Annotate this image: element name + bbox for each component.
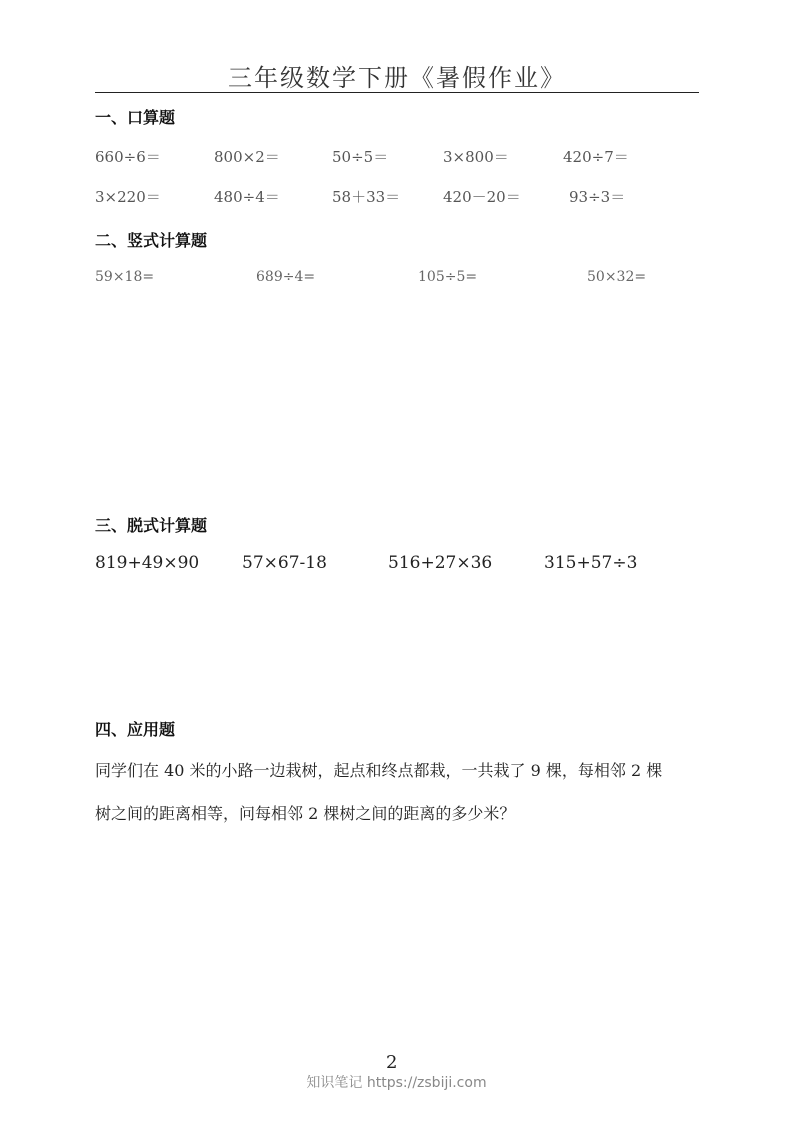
- oral-problem: 3×800＝: [443, 148, 509, 166]
- oral-problem: 93÷3＝: [569, 188, 626, 206]
- oral-problem: 660÷6＝: [95, 148, 161, 166]
- page-number: 2: [386, 1052, 398, 1073]
- oral-problem: 50÷5＝: [332, 148, 389, 166]
- section-title-oral: 一、口算题: [95, 108, 176, 127]
- oral-problem: 420－20＝: [443, 188, 521, 206]
- section-title-vertical: 二、竖式计算题: [95, 231, 208, 250]
- oral-problem: 480÷4＝: [214, 188, 280, 206]
- vertical-problem: 50×32=: [587, 269, 647, 285]
- section-title-mixed: 三、脱式计算题: [95, 516, 208, 535]
- mixed-problem: 315+57÷3: [544, 553, 638, 573]
- word-problem-line: 树之间的距离相等，问每相邻 2 棵树之间的距离的多少米？: [95, 804, 516, 823]
- vertical-problem: 59×18=: [95, 269, 155, 285]
- header-divider: [95, 92, 699, 93]
- footer-watermark: 知识笔记 https://zsbiji.com: [306, 1075, 487, 1091]
- vertical-problem: 689÷4=: [256, 269, 316, 285]
- section-title-application: 四、应用题: [95, 720, 176, 739]
- vertical-problem: 105÷5=: [418, 269, 478, 285]
- oral-problem: 800×2＝: [214, 148, 280, 166]
- oral-problem: 58＋33＝: [332, 188, 401, 206]
- mixed-problem: 819+49×90: [95, 553, 200, 573]
- oral-problem: 3×220＝: [95, 188, 161, 206]
- word-problem-line: 同学们在 40 米的小路一边栽树，起点和终点都栽，一共栽了 9 棵，每相邻 2 棵: [95, 761, 663, 780]
- page-title: 三年级数学下册《暑假作业》: [228, 64, 566, 92]
- mixed-problem: 57×67-18: [242, 553, 327, 573]
- mixed-problem: 516+27×36: [388, 553, 493, 573]
- oral-problem: 420÷7＝: [563, 148, 629, 166]
